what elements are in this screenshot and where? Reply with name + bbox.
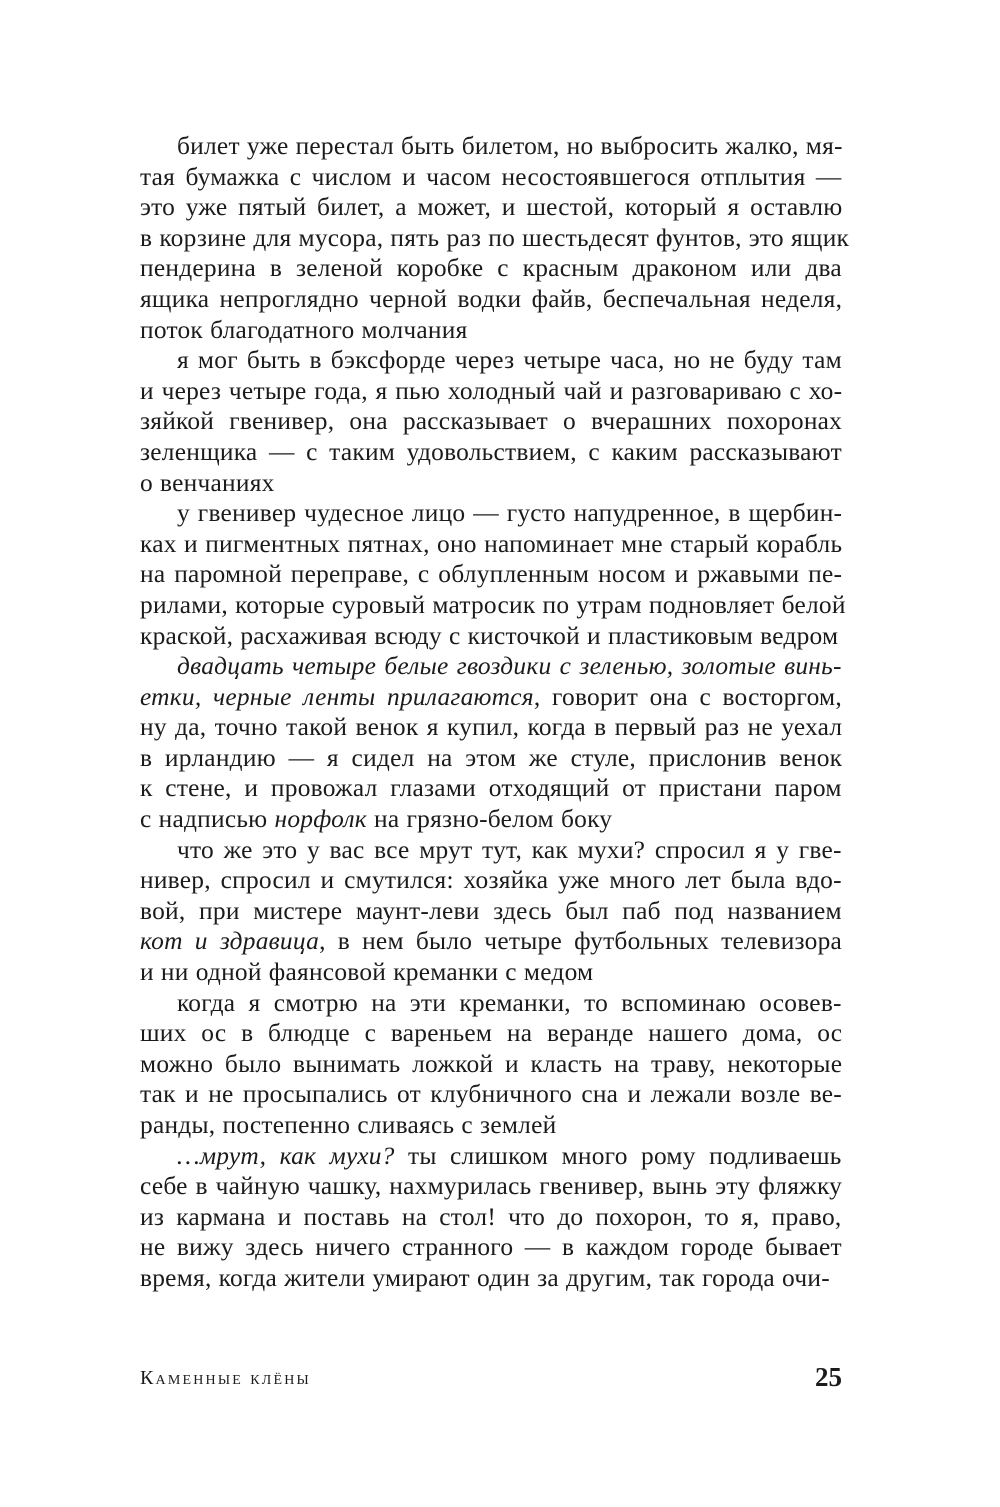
text-run: рилами, которые суровый матросик по утрам подновляет белой: [140, 590, 846, 619]
page-number: 25: [815, 1362, 842, 1392]
text-line: [140, 376, 842, 407]
text-run: на паромной переправе, с облупленным носом и ржавыми пе-: [140, 560, 843, 589]
paragraph: [140, 345, 842, 498]
text-line: [140, 253, 842, 284]
text-run: ты слишком много рому подливаешь: [394, 1141, 842, 1170]
text-run: ших ос в блюдце с вареньем на веранде нашего дома, ос: [140, 1019, 843, 1048]
text-run: в ирландию — я сидел на этом же стуле, прислонив венок: [140, 743, 843, 772]
running-footer-title: Каменные клёны: [140, 1367, 311, 1389]
paragraph: [140, 131, 850, 345]
italic-text: етки, черные ленты прилагаются: [140, 682, 534, 711]
text-run: у гвенивер чудесное лицо — густо напудренное, в щербин-: [177, 499, 843, 528]
paragraph: [140, 835, 842, 988]
text-run: зяйкой гвенивер, она рассказывает о вчерашних похоронах: [140, 407, 843, 436]
text-run: в корзине для мусора, пять раз по шестьдесят фунтов, это ящик: [140, 223, 850, 252]
text-line: [140, 743, 842, 774]
text-line: [140, 1110, 842, 1141]
text-line: [140, 773, 842, 804]
text-line: [140, 682, 842, 713]
text-line: [140, 988, 842, 1019]
text-run: так и не просыпались от клубничного сна и лежали возле ве-: [140, 1080, 843, 1109]
text-run: пендерина в зеленой коробке с красным драконом или два: [140, 254, 842, 283]
paragraph: [140, 1141, 842, 1294]
text-line: [140, 621, 842, 652]
paragraph: [140, 988, 842, 1141]
italic-text: двадцать четыре белые гвоздики с зеленью, золотые винь-: [177, 652, 842, 681]
text-run: краской, расхаживая всюду с кисточкой и пластиковым ведром: [140, 621, 839, 650]
text-line: [140, 590, 846, 621]
text-run: это уже пятый билет, а может, и шестой, который я оставлю: [140, 193, 843, 222]
text-run: когда я смотрю на эти креманки, то вспоминаю осовев-: [177, 988, 842, 1017]
text-line: [140, 712, 842, 743]
text-run: на грязно-белом боку: [366, 805, 613, 834]
text-line: [140, 284, 842, 315]
text-line: [140, 406, 842, 437]
text-line: [140, 651, 842, 682]
text-run: и ни одной фаянсовой креманки с медом: [140, 958, 594, 987]
text-line: [140, 1171, 842, 1202]
text-line: [140, 1049, 842, 1080]
text-line: [140, 468, 842, 499]
text-run: и через четыре года, я пью холодный чай и разговариваю с хо-: [140, 376, 843, 405]
text-line: [140, 804, 842, 835]
text-run: зеленщика — с таким удовольствием, с каким рассказывают: [140, 437, 842, 466]
text-line: [140, 1232, 842, 1263]
text-line: [140, 1018, 842, 1049]
text-line: [140, 315, 842, 346]
text-line: [140, 345, 842, 376]
italic-text: норфолк: [274, 805, 367, 834]
text-run: , говорит она с восторгом,: [533, 682, 842, 711]
text-run: ранды, постепенно сливаясь с землей: [140, 1111, 557, 1139]
text-run: можно было вынимать ложкой и класть на траву, некоторые: [140, 1049, 843, 1078]
text-line: [140, 529, 842, 560]
text-run: себе в чайную чашку, нахмурилась гвенивер, вынь эту фляжку: [140, 1172, 843, 1201]
text-run: ках и пигментных пятнах, оно напоминает мне старый корабль: [140, 529, 843, 558]
text-run: ну да, точно такой венок я купил, когда в первый раз не уехал: [140, 713, 843, 742]
paragraph: [140, 498, 846, 651]
italic-text: кот и здравица: [140, 927, 320, 956]
text-run: время, когда жители умирают один за другим, так города очи-: [140, 1263, 830, 1292]
paragraph: [140, 651, 842, 835]
text-line: [140, 192, 842, 223]
text-line: [140, 896, 842, 927]
text-run: тая бумажка с числом и часом несостоявшегося отплытия —: [140, 162, 842, 191]
text-line: [140, 1263, 842, 1294]
text-run: ящика непроглядно черной водки файв, беспечальная неделя,: [140, 284, 843, 313]
text-run: билет уже перестал быть билетом, но выбросить жалко, мя-: [177, 132, 843, 160]
italic-text: …мрут, как мухи?: [177, 1141, 395, 1170]
body-text: [140, 131, 850, 1294]
text-run: о венчаниях: [140, 468, 275, 497]
text-run: нивер, спросил и смутился: хозяйка уже много лет была вдо-: [140, 866, 842, 895]
text-line: [140, 957, 842, 988]
text-line: [140, 835, 842, 866]
text-line: [140, 223, 850, 254]
text-run: из кармана и поставь на стол! что до похорон, то я, право,: [140, 1202, 842, 1231]
text-line: [140, 162, 842, 193]
text-run: вой, при мистере маунт-леви здесь был паб под названием: [140, 896, 842, 925]
text-run: с надписью: [140, 805, 275, 834]
text-line: [140, 131, 842, 162]
text-run: что же это у вас все мрут тут, как мухи? спросил я у гве-: [177, 835, 842, 864]
text-line: [140, 1141, 842, 1172]
text-run: поток благодатного молчания: [140, 315, 468, 344]
text-line: [140, 1202, 842, 1233]
text-line: [140, 865, 842, 896]
text-line: [140, 437, 842, 468]
text-run: я мог быть в бэксфорде через четыре часа, но не буду там: [177, 346, 842, 375]
text-line: [140, 559, 842, 590]
text-run: к стене, и провожал глазами отходящий от пристани паром: [140, 774, 842, 803]
text-line: [140, 926, 842, 957]
text-run: , в нем было четыре футбольных телевизора: [319, 927, 843, 956]
text-line: [140, 498, 842, 529]
text-line: [140, 1079, 842, 1110]
text-run: не вижу здесь ничего странного — в каждом городе бывает: [140, 1233, 842, 1262]
